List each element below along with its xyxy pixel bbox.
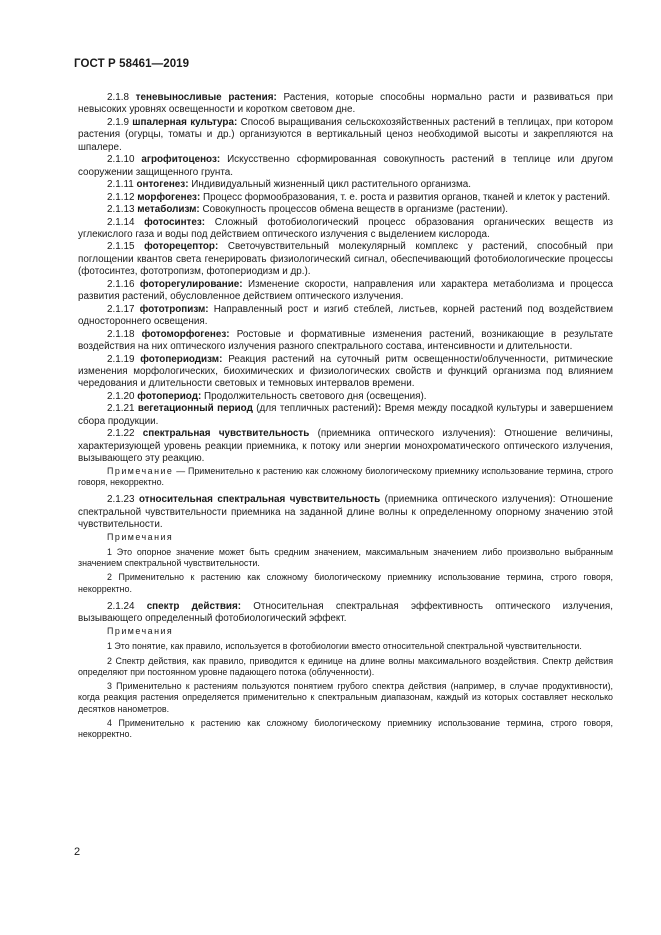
term-entry-2-1-13 bbox=[78, 204, 613, 216]
note-item: 1 Это опорное значение может быть средним значением, максимальным значением либо произвольно выбранным значением спектральной чувствительности. bbox=[78, 546, 613, 569]
entry-number: 2.1.19 bbox=[107, 353, 135, 365]
document-header: ГОСТ Р 58461—2019 bbox=[74, 58, 190, 70]
entry-term: вегетационный период bbox=[137, 403, 253, 415]
entry-term: фоторегулирование: bbox=[139, 278, 243, 290]
entry-number: 2.1.20 bbox=[107, 390, 135, 402]
entry-number: 2.1.10 bbox=[107, 154, 135, 166]
entry-term: фотосинтез: bbox=[144, 216, 206, 228]
term-entry-2-1-8 bbox=[78, 92, 613, 117]
note-item: 2 Применительно к растению как сложному биологическому приемнику использование термина, строго говоря, некорректно. bbox=[78, 572, 613, 594]
note-item: 2 Спектр действия, как правило, приводится к единице на длине волны максимального воздействия. Спектр действия определяют при постоянном уровне падающего потока (облученности). bbox=[78, 655, 613, 677]
entry-colon: : bbox=[377, 403, 382, 415]
entry-text: Процесс формообразования, т. е. роста и развития органов, тканей и клеток у растений. bbox=[203, 191, 611, 203]
entry-term: агрофитоценоз: bbox=[141, 154, 221, 166]
entry-number: 2.1.17 bbox=[107, 303, 135, 315]
entry-text: Искусственно сформированная совокупность растений в теплице или другом сооружении защищенного грунта. bbox=[78, 154, 613, 178]
entry-number: 2.1.16 bbox=[107, 278, 135, 290]
entry-number: 2.1.23 bbox=[107, 494, 135, 506]
entry-term: фотопериодизм: bbox=[140, 353, 223, 365]
entry-term: фотоморфогенез: bbox=[141, 328, 230, 340]
term-entry-2-1-17 bbox=[78, 304, 613, 329]
entry-term: спектр действия: bbox=[146, 601, 242, 613]
entry-text: Отношение величины, характеризующей уровень реакции приемника, к потоку или энергии монохроматического оптического излучения, вызывающего эту реакцию. bbox=[78, 428, 614, 465]
entry-term: относительная спектральная чувствительность bbox=[138, 494, 381, 506]
note-item: 4 Применительно к растению как сложному биологическому приемнику использование термина, строго говоря, некорректно. bbox=[78, 718, 613, 740]
document-body bbox=[78, 92, 613, 741]
entry-number: 2.1.13 bbox=[107, 204, 135, 216]
term-entry-2-1-20 bbox=[78, 391, 613, 403]
entry-term: онтогенез: bbox=[136, 179, 189, 191]
entry-number: 2.1.8 bbox=[107, 92, 129, 103]
entry-colon: : bbox=[552, 494, 556, 506]
term-entry-2-1-22 bbox=[78, 428, 613, 465]
entry-text: Индивидуальный жизненный цикл растительного организма. bbox=[191, 179, 471, 191]
entry-number: 2.1.21 bbox=[107, 403, 135, 415]
term-entry-2-1-21 bbox=[78, 403, 613, 428]
entry-term: метаболизм: bbox=[137, 204, 200, 216]
entry-number: 2.1.9 bbox=[107, 116, 129, 128]
entry-number: 2.1.14 bbox=[107, 216, 135, 228]
note-text: — Применительно к растению как сложному биологическому приемнику использование термина, строго говоря, некорректно. bbox=[78, 465, 613, 487]
entry-term: теневыносливые растения: bbox=[135, 92, 277, 103]
entry-text: Ростовые и формативные изменения растений, возникающие в результате воздействия на них оптического излучения разного спектрального состава, интенсивности и длительности. bbox=[78, 328, 614, 353]
term-entry-2-1-16 bbox=[78, 279, 613, 304]
note-item: 3 Применительно к растениям пользуются понятием грубого спектра действия (например, в случае продуктивности), когда реакция растения определяется применительно к спектральным диапазонам, каждый из которых составляет несколько десятков нанометров. bbox=[78, 681, 613, 714]
term-entry-2-1-19 bbox=[78, 354, 613, 391]
term-entry-2-1-24 bbox=[78, 601, 613, 626]
entry-number: 2.1.24 bbox=[107, 601, 135, 613]
entry-number: 2.1.12 bbox=[107, 191, 135, 203]
entry-term: спектральная чувствительность bbox=[142, 428, 310, 440]
entry-term: фототропизм: bbox=[139, 303, 209, 315]
notes-heading-2-1-24: Примечания bbox=[107, 625, 174, 636]
term-entry-2-1-11 bbox=[78, 179, 613, 191]
entry-number: 2.1.11 bbox=[107, 179, 134, 191]
entry-term: шпалерная культура: bbox=[132, 116, 238, 128]
entry-text: Время между посадкой культуры и завершением сбора продукции. bbox=[78, 403, 613, 427]
term-entry-2-1-10 bbox=[78, 154, 613, 179]
entry-text: Способ выращивания сельскохозяйственных растений в теплицах, при котором растения (огурцы, томаты и др.) организуются в вертикальный ценоз необходимой высоты и закрепляются на шпалере. bbox=[78, 116, 613, 153]
entry-text: Светочувствительный молекулярный комплекс у растений, способный при поглощении квантов света генерировать физиологический сигнал, обеспечивающий фотобиологические процессы (фотосинтез, фототропизм, фотопериодизм и др.). bbox=[78, 241, 614, 278]
note-item: 1 Это понятие, как правило, используется в фотобиологии вместо относительной спектральной чувствительности. bbox=[107, 641, 582, 652]
page-number: 2 bbox=[74, 846, 81, 858]
term-entry-2-1-12 bbox=[78, 192, 613, 204]
entry-text: Относительная спектральная эффективность оптического излучения, вызывающего определенный фотобиологический эффект. bbox=[78, 601, 613, 625]
entry-text: Реакция растений на суточный ритм освещенности/облученности, ритмические изменения морфологических, биохимических и физиологических свойств и функций организма под влиянием чередования и длительности световых и темновых интервалов времени. bbox=[78, 353, 614, 390]
entry-qualifier: (приемника оптического излучения) bbox=[384, 494, 553, 506]
entry-term: фотопериод: bbox=[137, 390, 202, 402]
entry-text: Продолжительность светового дня (освещения). bbox=[204, 390, 427, 402]
entry-text: Отношение спектральной чувствительности приемника на заданной длине волны к определенному опорному значению этой чувствительности. bbox=[78, 494, 613, 531]
entry-qualifier: (для тепличных растений) bbox=[256, 403, 378, 415]
entry-text: Совокупность процессов обмена веществ в организме (растении). bbox=[202, 204, 509, 216]
note-2-1-22 bbox=[78, 466, 613, 489]
entry-term: морфогенез: bbox=[137, 191, 201, 203]
notes-heading-2-1-23: Примечания bbox=[107, 531, 174, 542]
entry-text: Сложный фотобиологический процесс образования органических веществ из углекислого газа и воды под действием оптического излучения с выделением кислорода. bbox=[78, 216, 614, 240]
entry-number: 2.1.18 bbox=[107, 328, 135, 340]
term-entry-2-1-18 bbox=[78, 329, 613, 354]
entry-term: фоторецептор: bbox=[144, 241, 219, 253]
term-entry-2-1-23 bbox=[78, 494, 613, 531]
entry-number: 2.1.15 bbox=[107, 241, 135, 253]
term-entry-2-1-9 bbox=[78, 117, 613, 154]
entry-qualifier: (приемника оптического излучения) bbox=[317, 428, 494, 440]
term-entry-2-1-15 bbox=[78, 241, 613, 278]
entry-text: Изменение скорости, направления или характера метаболизма и процесса развития растений, обусловленное действием оптического излучения. bbox=[78, 278, 614, 303]
entry-colon: : bbox=[493, 428, 496, 440]
note-label: Примечание bbox=[107, 465, 174, 476]
entry-text: Направленный рост и изгиб стеблей, листьев, корней растений под воздействием одностороннего освещения. bbox=[78, 303, 613, 328]
entry-number: 2.1.22 bbox=[107, 428, 135, 440]
entry-text: Растения, которые способны нормально расти и развиваться при невысоких уровнях освещенности и коротком световом дне. bbox=[78, 92, 613, 116]
term-entry-2-1-14 bbox=[78, 217, 613, 242]
